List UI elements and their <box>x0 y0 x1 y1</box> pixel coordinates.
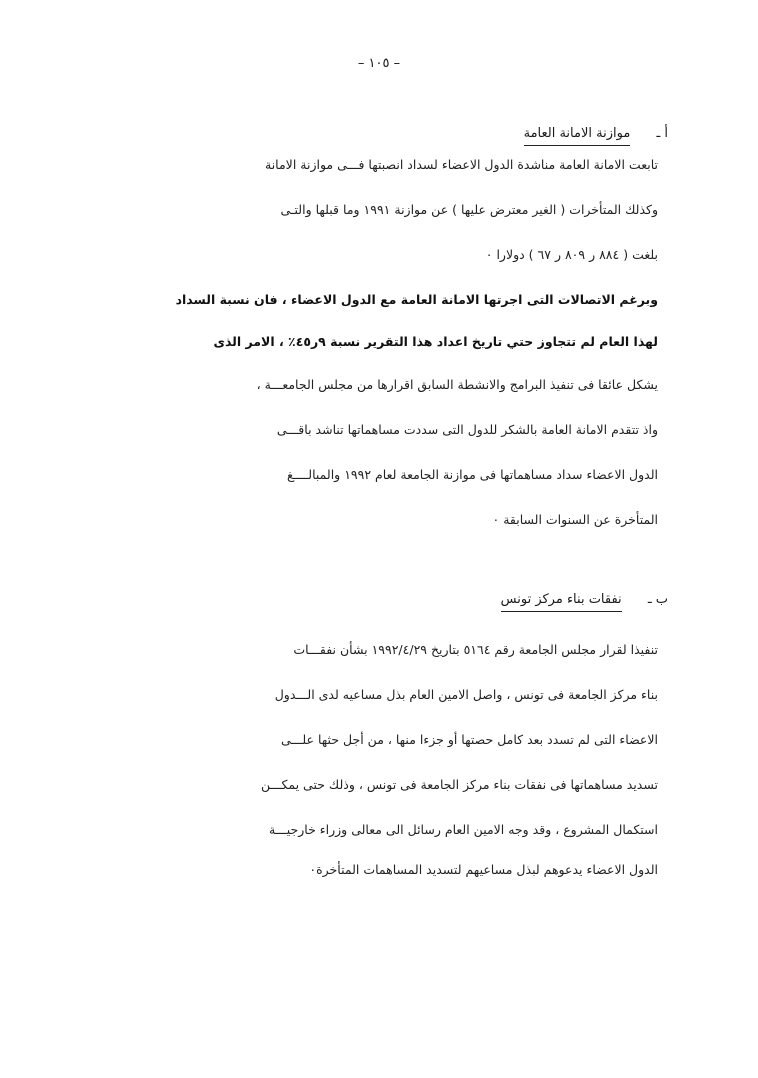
section-a-marker: أ ـ <box>656 126 668 141</box>
paragraph-line: لهذا العام لم تتجاوز حتي تاريخ اعداد هذا التقرير نسبة ٩ر٤٥٪ ، الامر الذى <box>213 334 658 349</box>
paragraph-line: وبرغم الاتصالات التى اجرتها الامانة العامة مع الدول الاعضاء ، فان نسبة السداد <box>175 292 658 307</box>
page-number: – ١٠٥ – <box>357 56 401 71</box>
paragraph-line: تسديد مساهماتها فى نفقات بناء مركز الجامعة فى تونس ، وذلك حتى يمكـــن <box>260 777 658 792</box>
paragraph-line: الدول الاعضاء سداد مساهماتها فى موازنة الجامعة لعام ١٩٩٢ والمبالــــغ <box>286 467 658 482</box>
section-a-title: موازنة الامانة العامة <box>524 126 631 146</box>
paragraph-line: تنفيذا لقرار مجلس الجامعة رقم ٥١٦٤ بتاريخ ١٩٩٢/٤/٢٩ بشأن نفقـــات <box>293 642 658 657</box>
paragraph-line: واذ تتقدم الامانة العامة بالشكر للدول التى سددت مساهماتها تناشد باقـــى <box>276 422 658 437</box>
section-b-title: نفقات بناء مركز تونس <box>501 592 622 612</box>
paragraph-line: بناء مركز الجامعة فى تونس ، واصل الامين العام بذل مساعيه لدى الـــدول <box>274 687 658 702</box>
paragraph-line: استكمال المشروع ، وقد وجه الامين العام رسائل الى معالى وزراء خارجيـــة <box>269 822 658 837</box>
paragraph-line: الاعضاء التى لم تسدد بعد كامل حصتها أو جزءا منها ، من أجل حثها علـــى <box>281 732 658 747</box>
section-a-heading <box>524 126 668 146</box>
paragraph-line: بلغت ( ٨٨٤ ر ٨٠٩ ر ٦٧ ) دولارا ٠ <box>485 247 658 262</box>
paragraph-line: المتأخرة عن السنوات السابقة ٠ <box>492 512 658 527</box>
paragraph-line: تابعت الامانة العامة مناشدة الدول الاعضاء لسداد انصبتها فـــى موازنة الامانة <box>265 157 658 172</box>
paragraph-line: وكذلك المتأخرات ( الغير معترض عليها ) عن موازنة ١٩٩١ وما قبلها والتـى <box>280 202 658 217</box>
paragraph-line: يشكل عائقا فى تنفيذ البرامج والانشطة السابق اقرارها من مجلس الجامعـــة ، <box>256 377 658 392</box>
section-b-marker: ب ـ <box>647 592 668 607</box>
section-b-heading <box>501 592 668 612</box>
paragraph-line: الدول الاعضاء يدعوهم لبذل مساعيهم لتسديد المساهمات المتأخرة٠ <box>309 862 658 877</box>
